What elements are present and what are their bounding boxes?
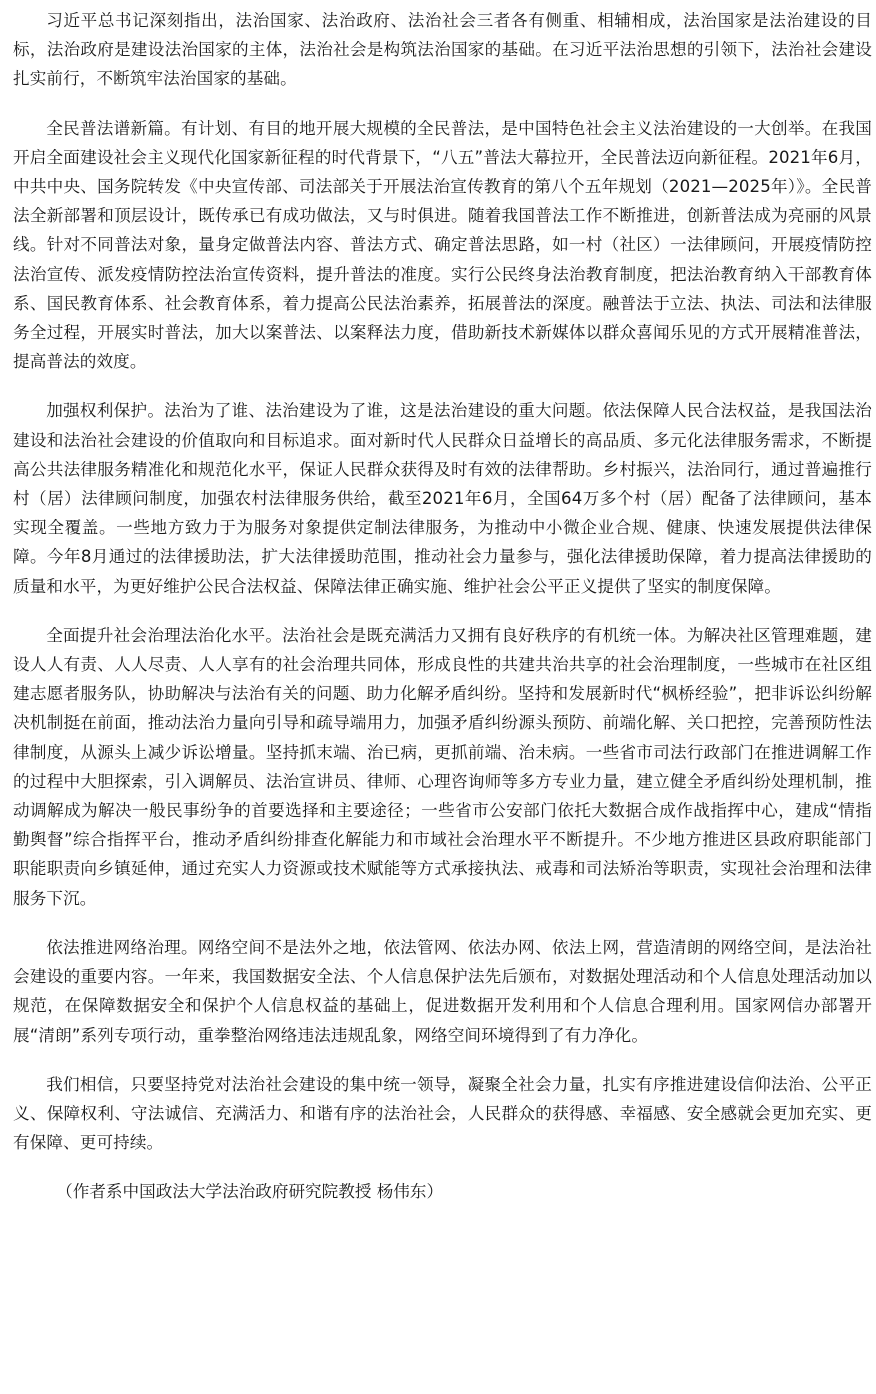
paragraph-legal-education: 全民普法谱新篇。有计划、有目的地开展大规模的全民普法，是中国特色社会主义法治建设的一大创举。在我国开启全面建设社会主义现代化国家新征程的时代背景下，“八五”普法大幕拉开，全民普法迈向新征程。2021年6月，中共中央、国务院转发《中央宣传部、司法部关于开展法治宣传教育的第八个五年规划（2021—2025年）》。全民普法全新部署和顶层设计，既传承已有成功做法，又与时俱进。随着我国普法工作不断推进，创新普法成为亮丽的风景线。针对不同普法对象，量身定做普法内容、普法方式、确定普法思路，如一村（社区）一法律顾问，开展疫情防控法治宣传、派发疫情防控法治宣传资料，提升普法的准度。实行公民终身法治教育制度，把法治教育纳入干部教育体系、国民教育体系、社会教育体系，着力提高公民法治素养，拓展普法的深度。融普法于立法、执法、司法和法律服务全过程，开展实时普法，加大以案普法、以案释法力度，借助新技术新媒体以群众喜闻乐见的方式开展精准普法，提高普法的效度。 <box>13 118 872 372</box>
paragraph-intro: 习近平总书记深刻指出，法治国家、法治政府、法治社会三者各有侧重、相辅相成，法治国家是法治建设的目标，法治政府是建设法治国家的主体，法治社会是构筑法治国家的基础。在习近平法治思想的引领下，法治社会建设扎实前行，不断筑牢法治国家的基础。 <box>13 11 872 89</box>
author-byline: （作者系中国政法大学法治政府研究院教授 杨伟东） <box>56 1182 444 1202</box>
paragraph-rights-protection: 加强权利保护。法治为了谁、法治建设为了谁，这是法治建设的重大问题。依法保障人民合法权益，是我国法治建设和法治社会建设的价值取向和目标追求。面对新时代人民群众日益增长的高品质、多元化法律服务需求，不断提高公共法律服务精准化和规范化水平，保证人民群众获得及时有效的法律帮助。乡村振兴，法治同行，通过普遍推行村（居）法律顾问制度，加强农村法律服务供给，截至2021年6月，全国64万多个村（居）配备了法律顾问，基本实现全覆盖。一些地方致力于为服务对象提供定制法律服务，为推动中小微企业合规、健康、快速发展提供法律保障。今年8月通过的法律援助法，扩大法律援助范围，推动社会力量参与，强化法律援助保障，着力提高法律援助的质量和水平，为更好维护公民合法权益、保障法律正确实施、维护社会公平正义提供了坚实的制度保障。 <box>13 401 872 596</box>
paragraph-conclusion: 我们相信，只要坚持党对法治社会建设的集中统一领导，凝聚全社会力量，扎实有序推进建设信仰法治、公平正义、保障权利、守法诚信、充满活力、和谐有序的法治社会，人民群众的获得感、幸福感、安全感就会更加充实、更有保障、更可持续。 <box>13 1074 872 1153</box>
paragraph-network-governance: 依法推进网络治理。网络空间不是法外之地，依法管网、依法办网、依法上网，营造清朗的网络空间，是法治社会建设的重要内容。一年来，我国数据安全法、个人信息保护法先后颁布，对数据处理活动和个人信息处理活动加以规范，在保障数据安全和保护个人信息权益的基础上，促进数据开发利用和个人信息合理利用。国家网信办部署开展“清朗”系列专项行动，重拳整治网络违法违规乱象，网络空间环境得到了有力净化。 <box>13 937 872 1045</box>
paragraph-social-governance: 全面提升社会治理法治化水平。法治社会是既充满活力又拥有良好秩序的有机统一体。为解决社区管理难题，建设人人有责、人人尽责、人人享有的社会治理共同体，形成良性的共建共治共享的社会治理制度，一些城市在社区组建志愿者服务队，协助解决与法治有关的问题、助力化解矛盾纠纷。坚持和发展新时代“枫桥经验”，把非诉讼纠纷解决机制挺在前面，推动法治力量向引导和疏导端用力，加强矛盾纠纷源头预防、前端化解、关口把控，完善预防性法律制度，从源头上减少诉讼增量。坚持抓末端、治已病，更抓前端、治未病。一些省市司法行政部门在推进调解工作的过程中大胆探索，引入调解员、法治宣讲员、律师、心理咨询师等多方专业力量，建立健全矛盾纠纷处理机制，推动调解成为解决一般民事纷争的首要选择和主要途径；一些省市公安部门依托大数据合成作战指挥中心，建成“情指勤舆督”综合指挥平台，推动矛盾纠纷排查化解能力和市域社会治理水平不断提升。不少地方推进区县政府职能部门职能职责向乡镇延伸，通过充实人力资源或技术赋能等方式承接执法、戒毒和司法矫治等职责，实现社会治理和法律服务下沉。 <box>13 625 872 908</box>
